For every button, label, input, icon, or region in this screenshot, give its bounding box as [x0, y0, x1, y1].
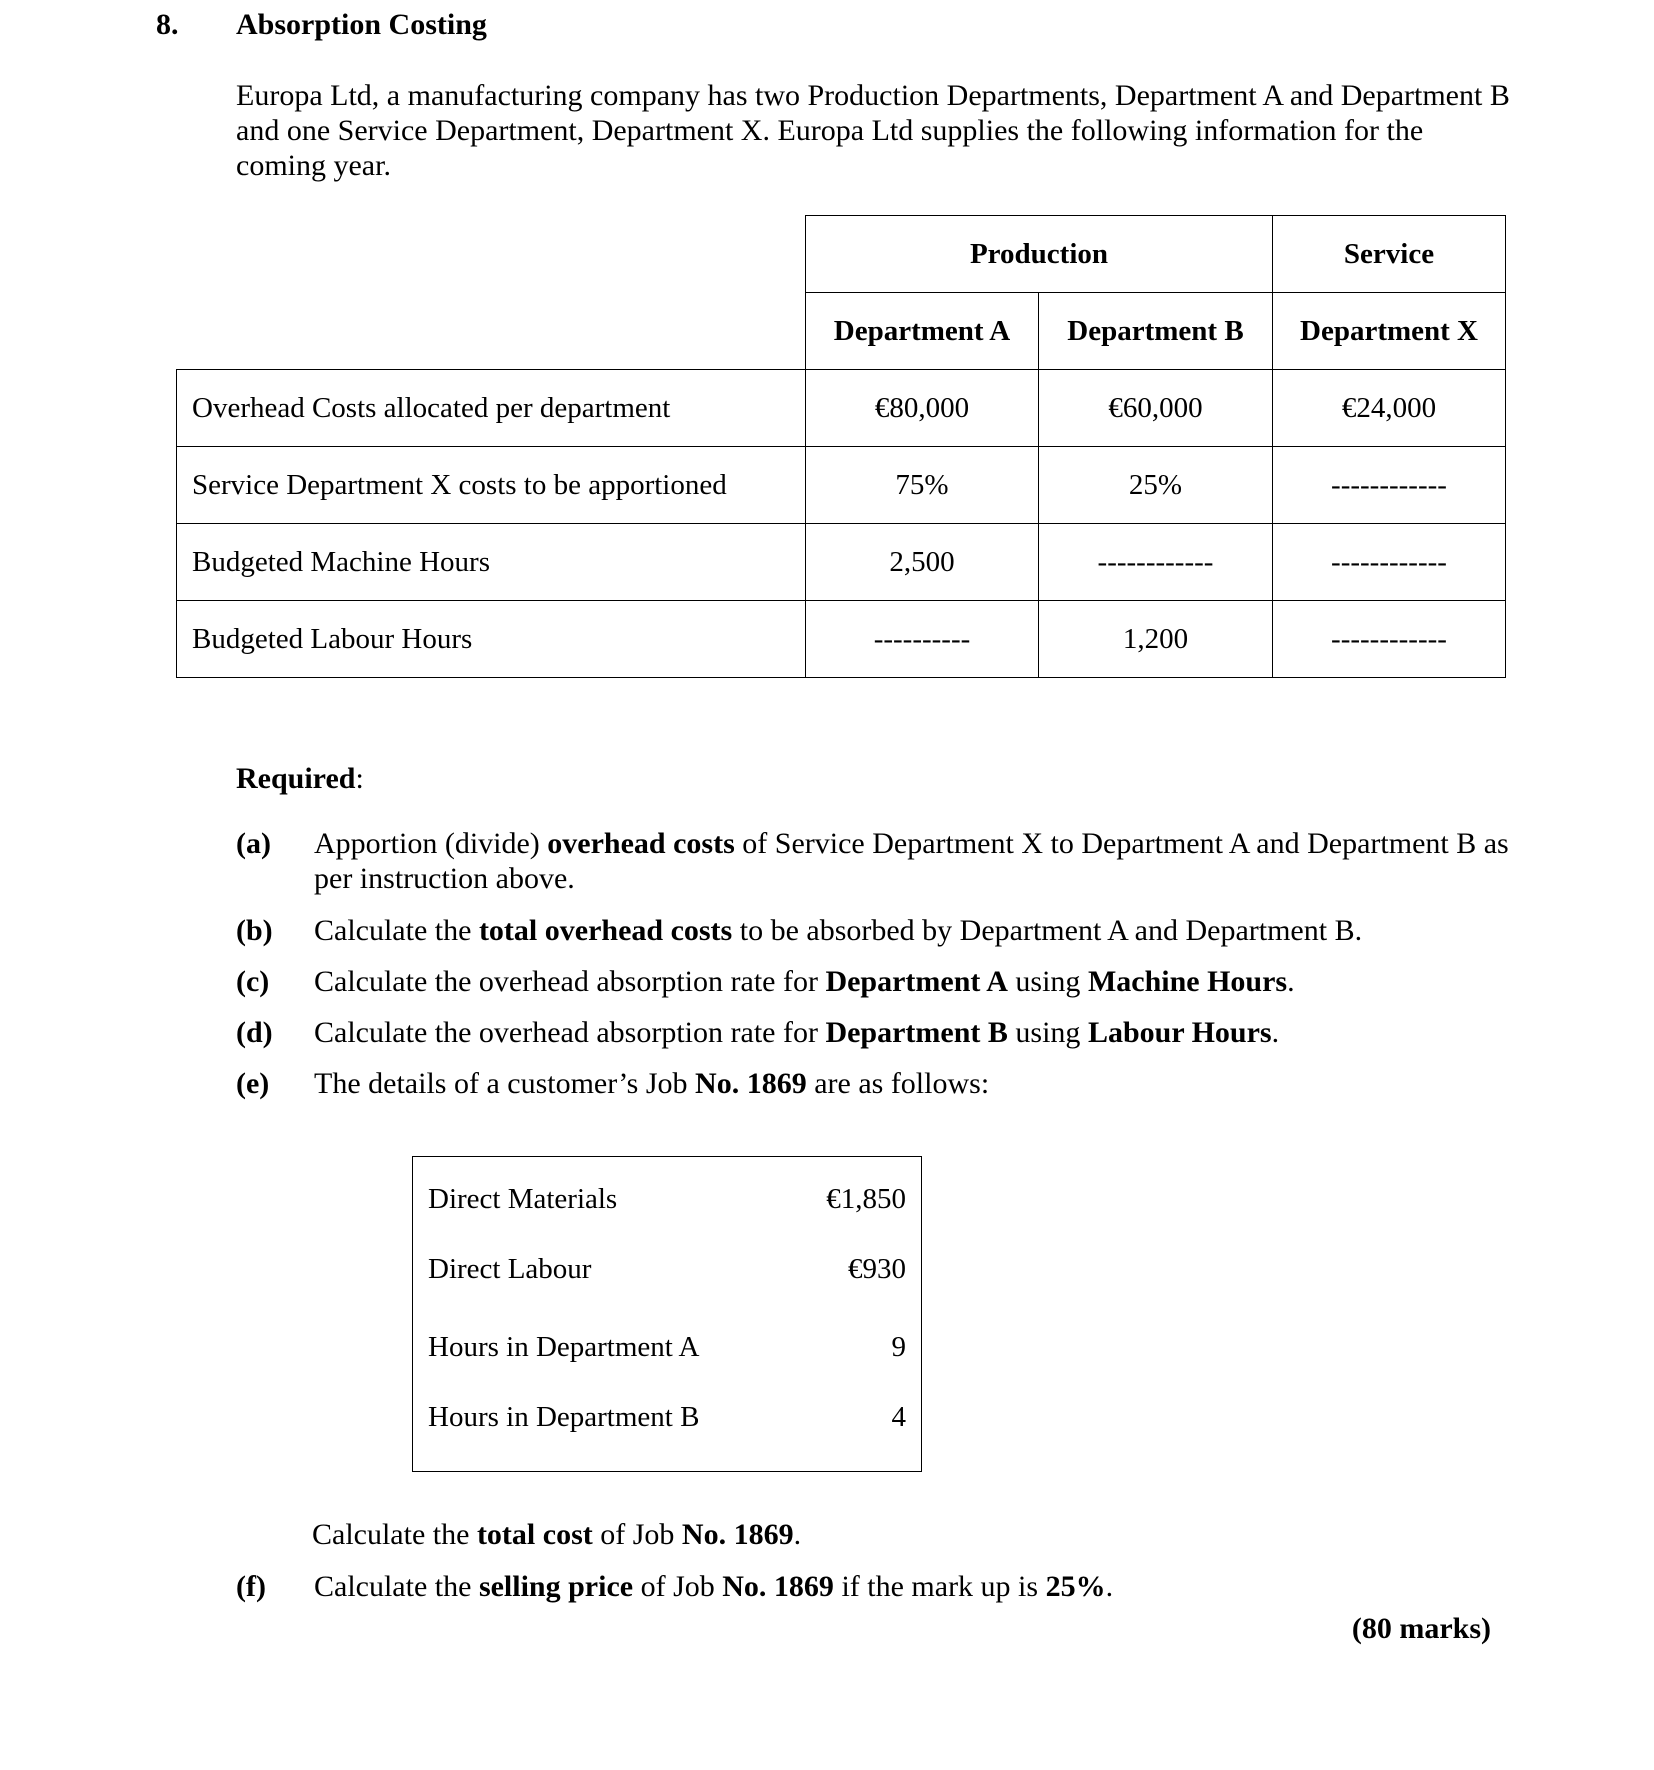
item-text: Calculate the total overhead costs to be absorbed by Department A and Department B. [314, 914, 1363, 947]
item-letter: (c) [236, 965, 270, 998]
table-cell: ------------ [1273, 447, 1506, 524]
job-value: 9 [891, 1331, 906, 1363]
item-letter: (d) [236, 1016, 273, 1049]
job-label: Direct Labour [428, 1253, 592, 1285]
table-dept-header-row [177, 293, 1506, 370]
item-text: The details of a customer’s Job No. 1869 are as follows: [314, 1067, 990, 1100]
row-label: Service Department X costs to be apportioned [177, 447, 806, 524]
job-label: Direct Materials [428, 1183, 618, 1215]
item-letter: (b) [236, 914, 273, 947]
item-text: Apportion (divide) overhead costs of Service Department X to Department A and Department B as per instruction above. [314, 827, 1509, 895]
table-cell: €80,000 [806, 370, 1039, 447]
row-label: Overhead Costs allocated per department [177, 370, 806, 447]
table-cell: ------------ [1273, 524, 1506, 601]
table-cell: ---------- [806, 601, 1039, 678]
table-cell: €60,000 [1039, 370, 1273, 447]
table-cell: 2,500 [806, 524, 1039, 601]
overhead-table [176, 215, 1506, 678]
question-title: Absorption Costing [236, 8, 487, 41]
table-cell: €24,000 [1273, 370, 1506, 447]
item-letter: (a) [236, 827, 271, 860]
table-row [177, 447, 1506, 524]
table-cell: 25% [1039, 447, 1273, 524]
table-row [177, 524, 1506, 601]
job-label: Hours in Department A [428, 1331, 700, 1363]
item-letter: (e) [236, 1067, 270, 1100]
marks-total: (80 marks) [1351, 1612, 1491, 1645]
item-letter: (f) [236, 1570, 266, 1603]
row-label: Budgeted Labour Hours [177, 601, 806, 678]
dept-b-header: Department B [1039, 293, 1273, 370]
production-header: Production [806, 216, 1273, 293]
question-number: 8. [156, 8, 179, 41]
table-cell: 75% [806, 447, 1039, 524]
item-text: Calculate the selling price of Job No. 1869 if the mark up is 25%. [314, 1570, 1114, 1603]
dept-x-header: Department X [1273, 293, 1506, 370]
job-value: 4 [891, 1401, 906, 1433]
total-cost-instruction: Calculate the total cost of Job No. 1869. [312, 1518, 802, 1551]
job-value: €1,850 [826, 1183, 906, 1215]
required-heading: Required: [236, 762, 364, 795]
table-cell: 1,200 [1039, 601, 1273, 678]
item-text: Calculate the overhead absorption rate for Department A using Machine Hours. [314, 965, 1295, 998]
job-details-box [412, 1156, 922, 1472]
dept-a-header: Department A [806, 293, 1039, 370]
table-cell: ------------ [1273, 601, 1506, 678]
table-group-header-row [177, 216, 1506, 293]
item-text: Calculate the overhead absorption rate for Department B using Labour Hours. [314, 1016, 1280, 1049]
service-header: Service [1273, 216, 1506, 293]
table-row [177, 370, 1506, 447]
job-value: €930 [848, 1253, 906, 1285]
job-label: Hours in Department B [428, 1401, 700, 1433]
row-label: Budgeted Machine Hours [177, 524, 806, 601]
question-intro: Europa Ltd, a manufacturing company has two Production Departments, Department A and Department B and one Service Department, Department X. Europa Ltd supplies the following information for the coming year. [236, 79, 1510, 182]
table-cell: ------------ [1039, 524, 1273, 601]
table-row [177, 601, 1506, 678]
